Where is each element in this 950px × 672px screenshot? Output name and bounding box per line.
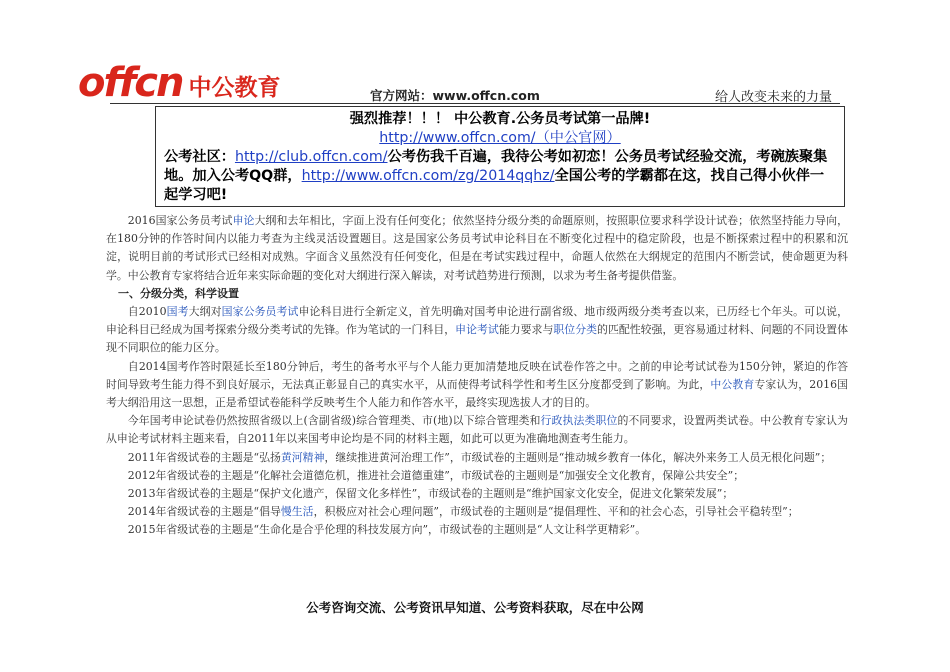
qq-group-link[interactable]: http://www.offcn.com/zg/2014qqhz/ [301,168,555,184]
community-link[interactable]: http://club.offcn.com/ [234,149,388,165]
text-run: 大纲和去年相比，字面上没有任何变化；依然坚持分级分类的命题原则，按照职位要求科学设计试卷；依然坚持能力导向，在180分钟的作答时间内以能力考查为主线灵活设置题目。这是国家公务员考试申论科目在不断变化过程中的稳定阶段，也是不断探索过程中的积累和沉淀，说明目前的考试形式已经相对成熟。字面含义虽然没有任何变化，但是在考试实践过程中，命题人依然在大纲规定的范围内不断尝试，使命题更为科学。中公教育专家将结合近年来实际命题的变化对大纲进行深入解读，对考试趋势进行预测，以求为考生备考提供借鉴。 [106,214,848,282]
paragraph-time-limit [106,358,848,413]
keyword-link-shenlun[interactable]: 申论 [232,214,255,227]
text-run: 的不同要求，设置两类试卷。中公教育专家认为从申论考试材料主题来看，自2011年以来国考申论均是不同的材料主题，如此可以更为准确地测查考生能力。 [106,414,848,446]
text-run: 自2014国考作答时限延长至180分钟后，考生的备考水平与个人能力更加清楚地反映在试卷作答之中。之前的申论考试试卷为150分钟，紧迫的作答时间导致考生能力得不到良好展示，无法真正彰显自己的真实水平，从而使得考试科学性和考生区分度都受到了影响。为此， [106,359,848,391]
community-paragraph [164,148,836,205]
keyword-link-offcn[interactable]: 中公教育 [710,377,755,391]
qq-group-text: 全国公考的学霸都在这，找自己得小伙伴一起学习吧! [164,168,825,203]
section-heading: 一、分级分类，科学设置 [118,286,239,300]
promo-box [155,106,845,207]
keyword-link-civil-service-exam[interactable]: 国家公务员考试 [221,305,299,319]
keyword-link-law-enforcement-jobs[interactable]: 行政执法类职位 [540,414,618,428]
brand-logo[interactable] [78,60,280,106]
official-site-row [164,129,836,148]
logo-wordmark: offcn [78,60,183,106]
keyword-link-yellow-river-spirit[interactable]: 黄河精神 [280,450,325,464]
paragraph-intro [106,212,848,285]
official-site-link[interactable]: http://www.offcn.com/（中公官网） [379,130,621,146]
keyword-link-slow-life[interactable]: 慢生活 [280,505,314,519]
text-run: ，继续推进黄河治理工作”，市级试卷的主题则是“推动城乡教育一体化，解决外来务工人员无根化问题”； [324,450,832,464]
community-label: 公考社区： [164,149,235,165]
logo-chinese-name: 中公教育 [188,74,281,101]
text-run: 的匹配性较强，更容易通过材料、问题的不同设置体现不同职位的能力区分。 [106,323,848,355]
paragraph-classification [106,303,848,358]
paragraph-theme-2015: 2015年省级试卷的主题是“生命化是合乎伦理的科技发展方向”，市级试卷的主题则是“人文让科学更精彩”。 [127,523,647,537]
article-body [106,212,848,540]
paragraph-theme-2014 [106,503,848,521]
keyword-link-shenlun-exam[interactable]: 申论考试 [455,323,499,337]
text-run: 申论科目进行全新定义，首先明确对国考申论进行副省级、地市级两级分类考查以来，已历经七个年头。可以说，申论科目已经成为国考探索分级分类考试的先锋。作为笔试的一门科目， [106,305,848,337]
promo-headline: 强烈推荐！！！ 中公教育.公务员考试第一品牌! [349,111,651,127]
text-run: ，积极应对社会心理问题”，市级试卷的主题则是“提倡理性、平和的社会心态，引导社会平稳转型”； [313,505,799,519]
text-run: 2016国家公务员考试 [127,214,233,227]
paragraph-theme-2011 [106,449,848,467]
text-run: 2011年省级试卷的主题是“弘扬 [127,450,281,464]
text-run: 大纲对 [188,305,222,319]
header-divider [110,103,840,104]
official-website-line: 官方网站：www.offcn.com [370,88,540,103]
text-run: 2014年省级试卷的主题是“倡导 [127,505,281,519]
header-slogan: 给人改变未来的力量 [714,90,832,105]
text-run: 自2010 [127,305,167,319]
community-text: 公考伤我千百遍，我待公考如初恋！公务员考试经验交流，考碗族聚集地。加入公考QQ群， [164,149,828,184]
text-run: 今年国考申论试卷仍然按照省级以上(含副省级)综合管理类、市(地)以下综合管理类和 [127,414,541,428]
text-run: 能力要求与 [498,323,554,337]
paragraph-theme-2012: 2012年省级试卷的主题是“化解社会道德危机，推进社会道德重建”，市级试卷的主题则是“加强安全文化教育，保障公共安全”； [127,468,745,482]
paragraph-paper-types [106,412,848,448]
keyword-link-guokao[interactable]: 国考 [166,305,189,319]
footer-banner: 公考咨询交流、公考资讯早知道、公考资料获取，尽在中公网 [306,600,644,615]
paragraph-theme-2013: 2013年省级试卷的主题是“保护文化遗产，保留文化多样性”，市级试卷的主题则是“维护国家文化安全，促进文化繁荣发展”； [127,487,734,501]
text-run: 专家认为，2016国考大纲沿用这一思想，正是希望试卷能科学反映考生个人能力和作答水平，最终实现选拔人才的目的。 [106,377,848,410]
keyword-link-job-classification[interactable]: 职位分类 [553,323,598,337]
